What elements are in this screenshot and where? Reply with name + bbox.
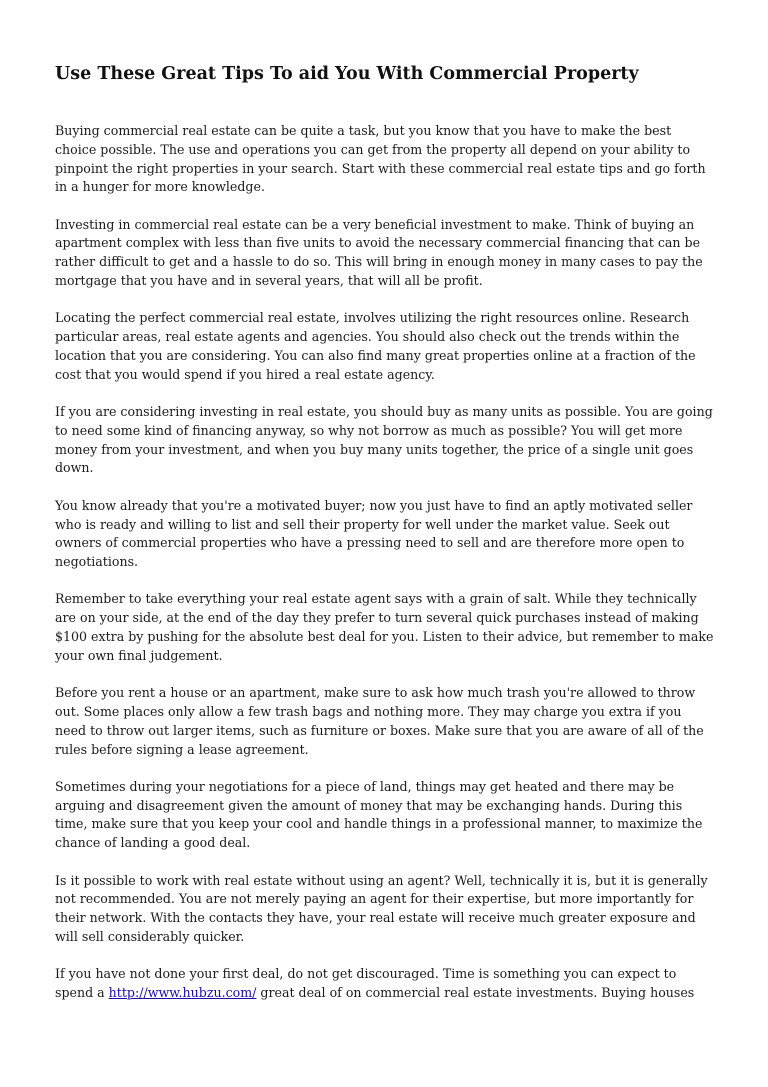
paragraph: You know already that you're a motivated buyer; now you just have to find an aptly motivated seller who is ready and willing to list and sell their property for well under the market value. Seek out owners of commercial properties who have a pressing need to sell and are therefore more open to negotiations. <box>55 497 693 570</box>
paragraph: Investing in commercial real estate can be a very beneficial investment to make. Think of buying an apartment complex with less than five units to avoid the necessary commercial financing that can be rather difficult to get and a hassle to do so. This will bring in enough money in many cases to pay the mortgage that you have and in several years, that will all be profit. <box>55 216 703 289</box>
paragraph: Buying commercial real estate can be quite a task, but you know that you have to make the best choice possible. The use and operations you can get from the property all depend on your ability to pinpoint the right properties in your search. Start with these commercial real estate tips and go forth in a hunger for more knowledge. <box>55 123 706 195</box>
paragraph: Before you rent a house or an apartment, make sure to ask how much trash you're allowed to throw out. Some places only allow a few trash bags and nothing more. They may charge you extra if you need to throw out larger items, such as furniture or boxes. Make sure that you are aware of all of the rules before signing a lease agreement. <box>55 685 704 757</box>
last-paragraph <box>55 965 715 1003</box>
hubzu-link[interactable]: http://www.hubzu.com/ <box>108 984 257 1000</box>
paragraph: If you are considering investing in real estate, you should buy as many units as possible. You are going to need some kind of financing anyway, so why not borrow as much as possible? You will get more money from your investment, and when you buy many units together, the price of a single unit goes down. <box>55 404 713 476</box>
document-body <box>55 122 715 1021</box>
paragraph: Locating the perfect commercial real estate, involves utilizing the right resources online. Research particular areas, real estate agents and agencies. You should also check out the trends within the location that you are considering. You can also find many great properties online at a fraction of the cost that you would spend if you hired a real estate agency. <box>55 310 696 382</box>
last-paragraph-text-start: If you have not done your first deal, do not get discouraged. Time is something you can expect to spend a <box>55 966 677 1000</box>
document-title: Use These Great Tips To aid You With Commercial Property <box>55 64 639 84</box>
last-paragraph-text-end: great deal of on commercial real estate investments. Buying houses <box>256 984 695 1000</box>
paragraph: Remember to take everything your real estate agent says with a grain of salt. While they technically are on your side, at the end of the day they prefer to turn several quick purchases instead of making $100 extra by pushing for the absolute best deal for you. Listen to their advice, but remember to make your own final judgement. <box>55 591 714 663</box>
paragraph: Is it possible to work with real estate without using an agent? Well, technically it is, but it is generally not recommended. You are not merely paying an agent for their expertise, but more importantly for their network. With the contacts they have, your real estate will receive much greater exposure and will sell considerably quicker. <box>55 872 708 944</box>
paragraph: Sometimes during your negotiations for a piece of land, things may get heated and there may be arguing and disagreement given the amount of money that may be exchanging hands. During this time, make sure that you keep your cool and handle things in a professional manner, to maximize the chance of landing a good deal. <box>55 778 703 851</box>
